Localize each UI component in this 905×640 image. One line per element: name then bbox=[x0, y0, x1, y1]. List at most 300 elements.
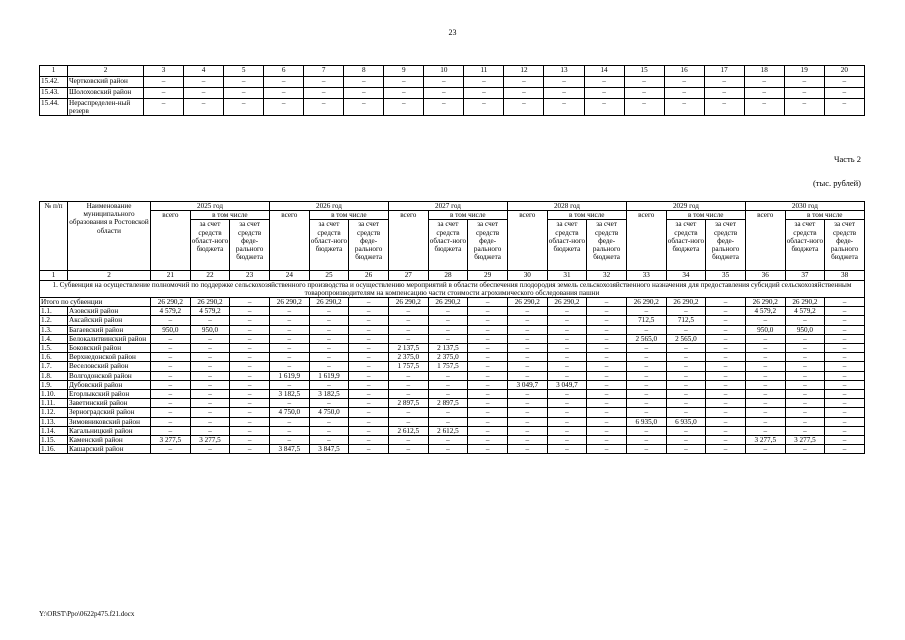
value-cell: – bbox=[745, 426, 785, 435]
table-row bbox=[40, 334, 865, 343]
value-cell: – bbox=[744, 77, 784, 88]
column-number: 27 bbox=[388, 271, 428, 280]
value-cell: – bbox=[825, 436, 865, 445]
regional-budget-header: за счет средств област-ного бюджета bbox=[428, 220, 468, 271]
value-cell: 6 935,0 bbox=[626, 417, 666, 426]
column-number: 34 bbox=[666, 271, 706, 280]
row-number: 1.15. bbox=[40, 436, 68, 445]
value-cell: – bbox=[269, 325, 309, 334]
value-cell: – bbox=[388, 436, 428, 445]
value-cell: – bbox=[349, 380, 389, 389]
value-cell: – bbox=[745, 408, 785, 417]
value-cell: – bbox=[745, 344, 785, 353]
value-cell: 4 750,0 bbox=[269, 408, 309, 417]
value-cell: – bbox=[349, 399, 389, 408]
value-cell: – bbox=[190, 316, 230, 325]
value-cell: – bbox=[349, 325, 389, 334]
value-cell: – bbox=[230, 307, 270, 316]
value-cell: – bbox=[706, 399, 746, 408]
value-cell: – bbox=[151, 362, 191, 371]
column-number: 36 bbox=[745, 271, 785, 280]
value-cell: – bbox=[626, 399, 666, 408]
row-number: 1.11. bbox=[40, 399, 68, 408]
value-cell: – bbox=[384, 77, 424, 88]
value-cell: – bbox=[344, 99, 384, 116]
value-cell: – bbox=[587, 353, 627, 362]
value-cell: – bbox=[587, 445, 627, 454]
value-cell: – bbox=[190, 445, 230, 454]
value-cell: 2 897,5 bbox=[388, 399, 428, 408]
value-cell: – bbox=[706, 436, 746, 445]
value-cell: – bbox=[190, 362, 230, 371]
value-cell: – bbox=[424, 77, 464, 88]
value-cell: – bbox=[745, 445, 785, 454]
value-cell: – bbox=[468, 390, 508, 399]
value-cell: – bbox=[388, 371, 428, 380]
value-cell: – bbox=[269, 344, 309, 353]
column-number: 3 bbox=[144, 66, 184, 77]
value-cell: 950,0 bbox=[785, 325, 825, 334]
value-cell: – bbox=[824, 99, 864, 116]
value-cell: – bbox=[388, 334, 428, 343]
year-header: 2029 год bbox=[626, 202, 745, 211]
district-name: Егорлыкский район bbox=[68, 390, 151, 399]
value-cell: 950,0 bbox=[190, 325, 230, 334]
value-cell: – bbox=[825, 353, 865, 362]
value-cell: – bbox=[547, 307, 587, 316]
value-cell: – bbox=[468, 307, 508, 316]
value-cell: – bbox=[785, 426, 825, 435]
value-cell: 6 935,0 bbox=[666, 417, 706, 426]
value-cell: 4 579,2 bbox=[745, 307, 785, 316]
value-cell: – bbox=[584, 88, 624, 99]
value-cell: – bbox=[706, 390, 746, 399]
file-path-footer: Y:\ORST\Ppo\0622p475.f21.docx bbox=[39, 610, 135, 618]
value-cell: – bbox=[269, 426, 309, 435]
column-number: 23 bbox=[230, 271, 270, 280]
value-cell: – bbox=[349, 353, 389, 362]
value-cell: – bbox=[584, 77, 624, 88]
total-header: всего bbox=[507, 211, 547, 271]
value-cell: 3 847,5 bbox=[309, 445, 349, 454]
value-cell: – bbox=[706, 316, 746, 325]
value-cell: 26 290,2 bbox=[388, 298, 428, 307]
value-cell: – bbox=[626, 426, 666, 435]
total-label: Итого по субвенции bbox=[40, 298, 151, 307]
including-header: в том числе bbox=[309, 211, 388, 220]
value-cell: – bbox=[230, 344, 270, 353]
value-cell: – bbox=[626, 353, 666, 362]
value-cell: 3 049,7 bbox=[547, 380, 587, 389]
value-cell: – bbox=[706, 334, 746, 343]
value-cell: – bbox=[825, 298, 865, 307]
value-cell: – bbox=[190, 426, 230, 435]
value-cell: – bbox=[507, 344, 547, 353]
value-cell: – bbox=[547, 362, 587, 371]
value-cell: – bbox=[507, 316, 547, 325]
value-cell: – bbox=[349, 307, 389, 316]
value-cell: – bbox=[269, 399, 309, 408]
federal-budget-header: за счет средств феде-рального бюджета bbox=[468, 220, 508, 271]
value-cell: – bbox=[785, 371, 825, 380]
column-number: 38 bbox=[825, 271, 865, 280]
value-cell: 26 290,2 bbox=[151, 298, 191, 307]
value-cell: – bbox=[587, 334, 627, 343]
table-row bbox=[40, 88, 865, 99]
row-number: 1.1. bbox=[40, 307, 68, 316]
value-cell: – bbox=[428, 436, 468, 445]
column-number: 12 bbox=[504, 66, 544, 77]
total-header: всего bbox=[151, 211, 191, 271]
value-cell: – bbox=[825, 408, 865, 417]
value-cell: – bbox=[507, 325, 547, 334]
value-cell: – bbox=[468, 353, 508, 362]
total-header: всего bbox=[745, 211, 785, 271]
header-years-row bbox=[40, 202, 865, 211]
value-cell: – bbox=[468, 316, 508, 325]
value-cell: – bbox=[507, 390, 547, 399]
value-cell: – bbox=[230, 298, 270, 307]
value-cell: – bbox=[349, 436, 389, 445]
value-cell: 26 290,2 bbox=[428, 298, 468, 307]
table-row bbox=[40, 99, 865, 116]
federal-budget-header: за счет средств феде-рального бюджета bbox=[587, 220, 627, 271]
federal-budget-header: за счет средств феде-рального бюджета bbox=[706, 220, 746, 271]
value-cell: – bbox=[706, 362, 746, 371]
value-cell: – bbox=[230, 408, 270, 417]
value-cell: – bbox=[349, 298, 389, 307]
value-cell: 950,0 bbox=[151, 325, 191, 334]
value-cell: – bbox=[784, 77, 824, 88]
value-cell: – bbox=[388, 417, 428, 426]
value-cell: – bbox=[666, 390, 706, 399]
value-cell: – bbox=[151, 399, 191, 408]
value-cell: – bbox=[151, 334, 191, 343]
value-cell: – bbox=[230, 399, 270, 408]
value-cell: – bbox=[144, 88, 184, 99]
value-cell: – bbox=[664, 99, 704, 116]
table-row bbox=[40, 77, 865, 88]
value-cell: – bbox=[468, 362, 508, 371]
value-cell: – bbox=[424, 99, 464, 116]
value-cell: – bbox=[190, 417, 230, 426]
value-cell: – bbox=[666, 362, 706, 371]
value-cell: – bbox=[745, 316, 785, 325]
value-cell: – bbox=[706, 371, 746, 380]
value-cell: 4 579,2 bbox=[785, 307, 825, 316]
district-name: Заветинский район bbox=[68, 399, 151, 408]
value-cell: – bbox=[547, 325, 587, 334]
value-cell: 3 277,5 bbox=[745, 436, 785, 445]
value-cell: – bbox=[264, 99, 304, 116]
value-cell: – bbox=[190, 408, 230, 417]
value-cell: – bbox=[624, 88, 664, 99]
district-name: Каменский район bbox=[68, 436, 151, 445]
section-title-row bbox=[40, 280, 865, 297]
value-cell: – bbox=[504, 77, 544, 88]
value-cell: – bbox=[547, 445, 587, 454]
value-cell: – bbox=[507, 371, 547, 380]
table-row bbox=[40, 436, 865, 445]
value-cell: – bbox=[785, 316, 825, 325]
value-cell: 2 565,0 bbox=[666, 334, 706, 343]
value-cell: – bbox=[349, 408, 389, 417]
year-header: 2025 год bbox=[151, 202, 270, 211]
value-cell: – bbox=[706, 344, 746, 353]
value-cell: – bbox=[507, 353, 547, 362]
value-cell: 2 897,5 bbox=[428, 399, 468, 408]
value-cell: – bbox=[785, 445, 825, 454]
value-cell: – bbox=[824, 88, 864, 99]
table-row bbox=[40, 353, 865, 362]
regional-budget-header: за счет средств област-ного бюджета bbox=[547, 220, 587, 271]
value-cell: 3 049,7 bbox=[507, 380, 547, 389]
district-name: Зерноградский район bbox=[68, 408, 151, 417]
value-cell: – bbox=[547, 371, 587, 380]
table-row bbox=[40, 362, 865, 371]
column-number: 5 bbox=[224, 66, 264, 77]
column-number: 1 bbox=[40, 271, 68, 280]
value-cell: – bbox=[428, 307, 468, 316]
value-cell: – bbox=[309, 399, 349, 408]
value-cell: 26 290,2 bbox=[785, 298, 825, 307]
value-cell: – bbox=[784, 88, 824, 99]
value-cell: – bbox=[706, 325, 746, 334]
federal-budget-header: за счет средств феде-рального бюджета bbox=[349, 220, 389, 271]
value-cell: – bbox=[468, 344, 508, 353]
column-number: 4 bbox=[184, 66, 224, 77]
value-cell: 3 182,5 bbox=[269, 390, 309, 399]
value-cell: 26 290,2 bbox=[626, 298, 666, 307]
district-name: Веселовский район bbox=[68, 362, 151, 371]
value-cell: – bbox=[587, 380, 627, 389]
value-cell: – bbox=[468, 399, 508, 408]
value-cell: – bbox=[626, 436, 666, 445]
value-cell: 3 182,5 bbox=[309, 390, 349, 399]
subvention-table bbox=[39, 201, 865, 454]
value-cell: 26 290,2 bbox=[666, 298, 706, 307]
value-cell: – bbox=[309, 436, 349, 445]
value-cell: 1 757,5 bbox=[388, 362, 428, 371]
value-cell: – bbox=[666, 408, 706, 417]
value-cell: – bbox=[544, 77, 584, 88]
regional-budget-header: за счет средств област-ного бюджета bbox=[666, 220, 706, 271]
value-cell: – bbox=[706, 426, 746, 435]
federal-budget-header: за счет средств феде-рального бюджета bbox=[230, 220, 270, 271]
district-name: Шолоховский район bbox=[68, 88, 144, 99]
value-cell: – bbox=[666, 325, 706, 334]
value-cell: – bbox=[587, 316, 627, 325]
value-cell: – bbox=[825, 362, 865, 371]
value-cell: – bbox=[745, 362, 785, 371]
value-cell: – bbox=[626, 445, 666, 454]
column-number: 25 bbox=[309, 271, 349, 280]
value-cell: 3 277,5 bbox=[190, 436, 230, 445]
value-cell: – bbox=[349, 426, 389, 435]
value-cell: 2 612,5 bbox=[388, 426, 428, 435]
value-cell: 3 277,5 bbox=[151, 436, 191, 445]
value-cell: – bbox=[706, 417, 746, 426]
value-cell: – bbox=[151, 353, 191, 362]
value-cell: – bbox=[624, 77, 664, 88]
district-name: Боковский район bbox=[68, 344, 151, 353]
district-name: Зимовниковский район bbox=[68, 417, 151, 426]
value-cell: – bbox=[388, 307, 428, 316]
value-cell: – bbox=[269, 417, 309, 426]
table-row bbox=[40, 417, 865, 426]
including-header: в том числе bbox=[666, 211, 745, 220]
value-cell: – bbox=[784, 99, 824, 116]
value-cell: – bbox=[706, 353, 746, 362]
value-cell: – bbox=[468, 325, 508, 334]
value-cell: 4 750,0 bbox=[309, 408, 349, 417]
value-cell: – bbox=[468, 426, 508, 435]
value-cell: – bbox=[304, 77, 344, 88]
value-cell: – bbox=[309, 353, 349, 362]
table-row bbox=[40, 316, 865, 325]
value-cell: – bbox=[468, 298, 508, 307]
value-cell: – bbox=[587, 325, 627, 334]
value-cell: – bbox=[666, 307, 706, 316]
column-number: 13 bbox=[544, 66, 584, 77]
column-number: 35 bbox=[706, 271, 746, 280]
federal-budget-header: за счет средств феде-рального бюджета bbox=[825, 220, 865, 271]
value-cell: – bbox=[388, 316, 428, 325]
value-cell: – bbox=[468, 445, 508, 454]
value-cell: – bbox=[626, 307, 666, 316]
column-number: 7 bbox=[304, 66, 344, 77]
value-cell: – bbox=[507, 417, 547, 426]
row-number: 1.8. bbox=[40, 371, 68, 380]
value-cell: – bbox=[309, 307, 349, 316]
value-cell: – bbox=[184, 99, 224, 116]
value-cell: – bbox=[745, 380, 785, 389]
value-cell: – bbox=[825, 334, 865, 343]
value-cell: – bbox=[745, 353, 785, 362]
column-numbers-row bbox=[40, 271, 865, 280]
value-cell: – bbox=[309, 325, 349, 334]
column-number: 37 bbox=[785, 271, 825, 280]
value-cell: – bbox=[507, 445, 547, 454]
value-cell: – bbox=[626, 344, 666, 353]
value-cell: 2 375,0 bbox=[428, 353, 468, 362]
value-cell: – bbox=[269, 380, 309, 389]
column-number: 21 bbox=[151, 271, 191, 280]
value-cell: – bbox=[825, 399, 865, 408]
continuation-table bbox=[39, 65, 865, 116]
row-number: 1.16. bbox=[40, 445, 68, 454]
value-cell: – bbox=[349, 417, 389, 426]
value-cell: 2 375,0 bbox=[388, 353, 428, 362]
value-cell: – bbox=[507, 426, 547, 435]
value-cell: – bbox=[349, 362, 389, 371]
value-cell: – bbox=[825, 307, 865, 316]
value-cell: – bbox=[190, 390, 230, 399]
district-name: Аксайский район bbox=[68, 316, 151, 325]
table-row bbox=[40, 344, 865, 353]
table-row bbox=[40, 307, 865, 316]
row-number: 1.6. bbox=[40, 353, 68, 362]
column-number: 31 bbox=[547, 271, 587, 280]
header-number-row bbox=[40, 66, 865, 77]
value-cell: – bbox=[388, 325, 428, 334]
value-cell: – bbox=[666, 445, 706, 454]
including-header: в том числе bbox=[785, 211, 864, 220]
value-cell: 950,0 bbox=[745, 325, 785, 334]
value-cell: – bbox=[304, 99, 344, 116]
district-name: Азовский район bbox=[68, 307, 151, 316]
value-cell: – bbox=[230, 417, 270, 426]
value-cell: – bbox=[706, 307, 746, 316]
value-cell: – bbox=[587, 399, 627, 408]
value-cell: – bbox=[344, 77, 384, 88]
table-row bbox=[40, 371, 865, 380]
value-cell: – bbox=[388, 390, 428, 399]
table-row bbox=[40, 445, 865, 454]
value-cell: 1 619,9 bbox=[269, 371, 309, 380]
year-header: 2026 год bbox=[269, 202, 388, 211]
value-cell: – bbox=[428, 445, 468, 454]
value-cell: – bbox=[785, 417, 825, 426]
year-header: 2028 год bbox=[507, 202, 626, 211]
value-cell: 26 290,2 bbox=[190, 298, 230, 307]
value-cell: – bbox=[428, 390, 468, 399]
value-cell: – bbox=[230, 316, 270, 325]
value-cell: – bbox=[269, 334, 309, 343]
value-cell: – bbox=[428, 371, 468, 380]
value-cell: – bbox=[151, 426, 191, 435]
value-cell: – bbox=[587, 426, 627, 435]
column-number: 9 bbox=[384, 66, 424, 77]
value-cell: – bbox=[825, 390, 865, 399]
district-name: Нераспределен-ный резерв bbox=[68, 99, 144, 116]
value-cell: – bbox=[507, 307, 547, 316]
value-cell: – bbox=[547, 436, 587, 445]
value-cell: 26 290,2 bbox=[745, 298, 785, 307]
column-number: 11 bbox=[464, 66, 504, 77]
regional-budget-header: за счет средств област-ного бюджета bbox=[785, 220, 825, 271]
year-header: 2030 год bbox=[745, 202, 864, 211]
value-cell: – bbox=[230, 380, 270, 389]
column-number: 2 bbox=[68, 271, 151, 280]
total-row bbox=[40, 298, 865, 307]
value-cell: – bbox=[785, 390, 825, 399]
district-name: Кагальницкий район bbox=[68, 426, 151, 435]
value-cell: – bbox=[190, 334, 230, 343]
value-cell: – bbox=[547, 390, 587, 399]
value-cell: – bbox=[547, 334, 587, 343]
value-cell: – bbox=[388, 408, 428, 417]
value-cell: – bbox=[468, 371, 508, 380]
value-cell: – bbox=[309, 344, 349, 353]
value-cell: – bbox=[745, 334, 785, 343]
value-cell: – bbox=[269, 307, 309, 316]
value-cell: – bbox=[547, 426, 587, 435]
value-cell: – bbox=[507, 362, 547, 371]
value-cell: 26 290,2 bbox=[547, 298, 587, 307]
regional-budget-header: за счет средств област-ного бюджета bbox=[190, 220, 230, 271]
value-cell: – bbox=[468, 408, 508, 417]
value-cell: – bbox=[785, 380, 825, 389]
row-number: 1.9. bbox=[40, 380, 68, 389]
value-cell: – bbox=[190, 344, 230, 353]
value-cell: – bbox=[706, 298, 746, 307]
value-cell: – bbox=[825, 417, 865, 426]
value-cell: 26 290,2 bbox=[309, 298, 349, 307]
value-cell: 4 579,2 bbox=[151, 307, 191, 316]
district-name: Верхнедонской район bbox=[68, 353, 151, 362]
table-row bbox=[40, 426, 865, 435]
